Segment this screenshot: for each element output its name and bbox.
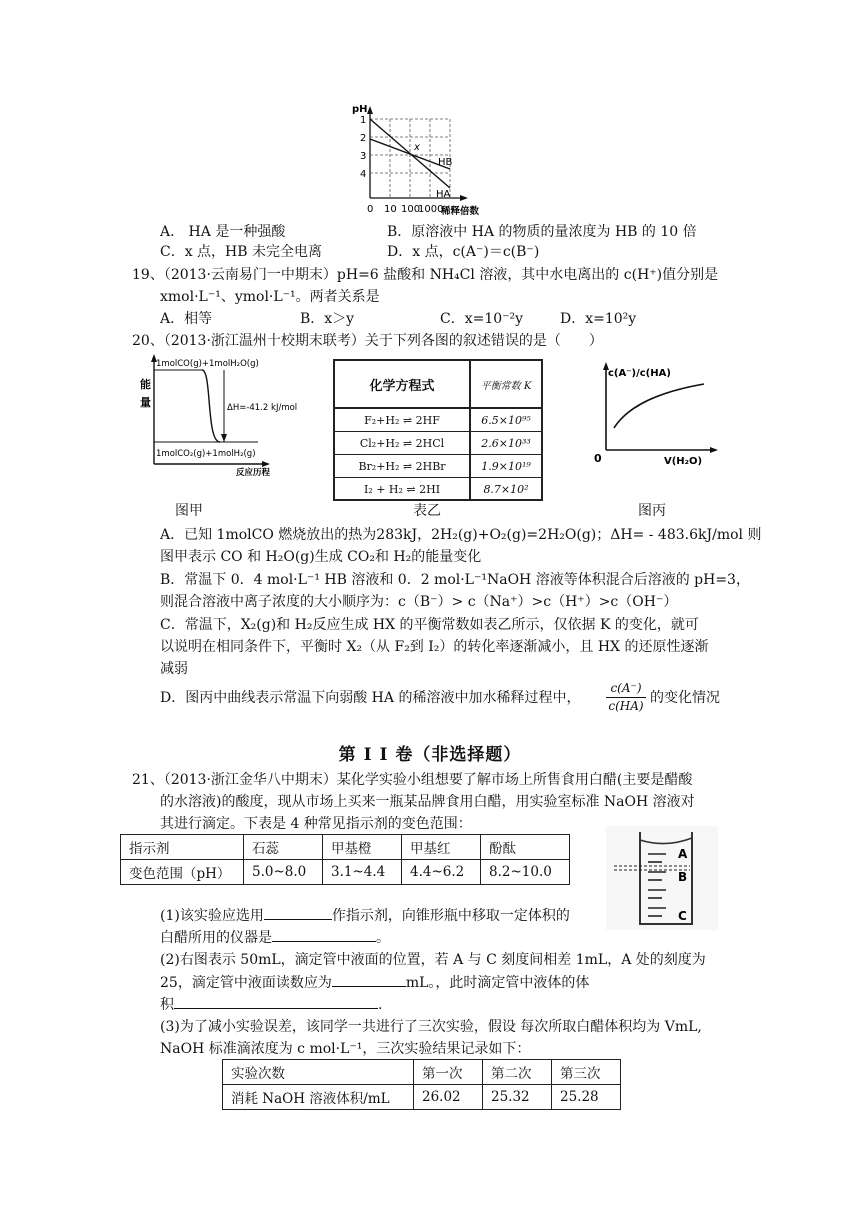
q21-p2-text-b: 25，滴定管中液面读数应为 [160, 975, 332, 991]
q21-stem-3: 其进行滴定。下表是 4 种常见指示剂的变色范围： [160, 816, 472, 832]
q21-p1-text-c: 白醋所用的仪器是 [160, 930, 272, 946]
jia-bottom-level: 1molCO₂(g)+1molH₂(g) [156, 449, 256, 459]
ph-xtick-10: 10 [384, 204, 397, 215]
indicator-header-4: 酚酞 [481, 835, 570, 860]
figure-jia-energy [140, 354, 300, 476]
ph-x-label: 稀释倍数 [441, 206, 480, 217]
jia-y-label-1: 能 [140, 378, 151, 391]
q21-p3-line1: (3)为了减小实验误差，该同学一共进行了三次实验，假设 每次所取白醋体积均为 VmL, [160, 1019, 702, 1035]
experiment-table [222, 1059, 621, 1110]
table-yi-header-equation: 化学方程式 [335, 361, 471, 407]
answer-blank-volume[interactable] [174, 994, 378, 1009]
q20-option-c-1: C．常温下，X₂(g)和 H₂反应生成 HX 的平衡常数如表乙所示，仅依据 K 的变化，就可 [160, 617, 699, 633]
figure-bing-ratio [592, 362, 720, 466]
jia-x-label: 反应历程 [236, 468, 271, 478]
q21-p1-text-b: 作指示剂，向锥形瓶中移取一定体积的 [331, 908, 570, 924]
q21-stem-2: 的水溶液)的酸度，现从市场上买来一瓶某品牌食用白醋，用实验室标准 NaOH 溶液对 [160, 794, 695, 810]
q21-p2-text-c: mL。，此时滴定管中液体的体 [405, 975, 590, 991]
q18-option-c: C．x 点，HB 未完全电离 [160, 244, 323, 260]
table-yi-row2-k: 2.6×10³³ [481, 436, 531, 450]
q20-stem: 20、（2013·浙江温州十校期末联考）关于下列各图的叙述错误的是（ ） [132, 333, 603, 349]
q21-p2-text-e: . [378, 997, 383, 1013]
ph-ytick-3: 3 [360, 151, 367, 162]
burette-figure [606, 826, 718, 930]
exp-cell-1: 26.02 [414, 1085, 483, 1110]
exp-header-0: 实验次数 [223, 1060, 414, 1085]
ph-ytick-4: 4 [360, 169, 367, 180]
table-yi-row1-k: 6.5×10⁹⁵ [481, 413, 531, 427]
indicator-header-2: 甲基橙 [323, 835, 402, 860]
q20-option-b-1: B．常温下 0．4 mol·L⁻¹ HB 溶液和 0．2 mol·L⁻¹NaOH 溶液等体积混合后溶液的 pH=3， [160, 572, 750, 588]
ph-y-label: pH [352, 104, 368, 115]
indicator-cell-4: 8.2~10.0 [481, 860, 570, 885]
exp-cell-2: 25.32 [483, 1085, 552, 1110]
burette-label-c: C [678, 909, 687, 923]
bing-x-label: V(H₂O) [664, 456, 703, 467]
burette-label-a: A [678, 847, 688, 861]
indicator-cell-0: 变色范围（pH） [121, 860, 244, 885]
indicator-cell-2: 3.1~4.4 [323, 860, 402, 885]
q21-p2-line3 [160, 994, 382, 1015]
q21-p2-text-d: 积 [160, 997, 174, 1013]
fraction-denominator: c(HA) [608, 699, 644, 713]
bing-curve [614, 384, 704, 428]
table-yi-row2-eq: Cl₂+H₂ ⇌ 2HCl [335, 432, 471, 454]
answer-blank-indicator[interactable] [264, 905, 332, 920]
table-yi-row1-eq: F₂+H₂ ⇌ 2HF [335, 409, 471, 431]
ph-ytick-1: 1 [360, 115, 367, 126]
caption-bing: 图丙 [638, 503, 666, 519]
q21-p3-line2: NaOH 标准滴浓度为 c mol·L⁻¹，三次实验结果记录如下： [160, 1041, 531, 1057]
q21-p1-line1 [160, 905, 570, 926]
exp-header-1: 第一次 [414, 1060, 483, 1085]
ph-ytick-2: 2 [360, 133, 367, 144]
indicator-header-1: 石蕊 [244, 835, 323, 860]
jia-y-label-2: 量 [140, 396, 151, 409]
indicator-cell-3: 4.4~6.2 [402, 860, 481, 885]
q20-option-d-1: D．图丙中曲线表示常温下向弱酸 HA 的稀溶液中加水稀释过程中， [160, 690, 581, 706]
q20-option-c-2: 以说明在相同条件下，平衡时 X₂（从 F₂到 I₂）的转化率逐渐减小，且 HX 的还原性逐渐 [160, 639, 709, 655]
point-x-label: x [414, 142, 420, 153]
answer-blank-reading[interactable] [332, 972, 406, 987]
q20-option-d-2: 的变化情况 [650, 690, 720, 706]
burette-label-b: B [678, 870, 688, 884]
caption-yi: 表乙 [413, 503, 441, 519]
answer-blank-instrument[interactable] [272, 927, 376, 942]
q19-option-b: B．x＞y [300, 311, 355, 327]
table-yi [333, 359, 543, 501]
q19-option-c: C．x=10⁻²y [440, 311, 524, 327]
jia-delta-h: ΔH=-41.2 kJ/mol [227, 403, 298, 413]
q21-p1-text-a: (1)该实验应选用 [160, 908, 264, 924]
q19-stem-2: xmol·L⁻¹、ymol·L⁻¹。两者关系是 [160, 289, 380, 305]
q20-option-a-1: A．已知 1molCO 燃烧放出的热为283kJ，2H₂(g)+O₂(g)=2H₂O(g)；ΔH= - 483.6kJ/mol 则 [160, 527, 762, 543]
q18-option-a: A． HA 是一种强酸 [160, 224, 286, 240]
section-title: 第 I I 卷（非选择题） [338, 745, 522, 765]
q18-option-d: D．x 点，c(A⁻)＝c(B⁻) [387, 244, 540, 260]
exp-header-3: 第三次 [552, 1060, 621, 1085]
ha-label: HA [436, 189, 451, 200]
q19-option-a: A．相等 [160, 311, 213, 327]
table-yi-row3-k: 1.9×10¹⁹ [481, 459, 531, 473]
exp-cell-3: 25.28 [552, 1085, 621, 1110]
q21-p2-line2 [160, 972, 589, 993]
q18-option-b: B．原溶液中 HA 的物质的量浓度为 HB 的 10 倍 [387, 224, 697, 240]
hb-label: HB [438, 157, 453, 168]
q21-p1-text-d: 。 [376, 930, 390, 946]
q21-p1-line2 [160, 927, 390, 948]
caption-jia: 图甲 [175, 503, 203, 519]
indicator-cell-1: 5.0~8.0 [244, 860, 323, 885]
q20-option-b-2: 则混合溶液中离子浓度的大小顺序为：c（B⁻）> c（Na⁺）>c（H⁺）>c（OH⁻） [160, 594, 678, 610]
table-yi-row3-eq: Br₂+H₂ ⇌ 2HBr [335, 455, 471, 477]
ph-dilution-figure [348, 102, 480, 220]
q21-p2-line1: (2)右图表示 50mL，滴定管中液面的位置，若 A 与 C 刻度间相差 1mL，A 处的刻度为 [160, 952, 706, 968]
indicator-table [120, 834, 570, 885]
fraction-numerator: c(A⁻) [606, 680, 646, 698]
q20-option-a-2: 图甲表示 CO 和 H₂O(g)生成 CO₂和 H₂的能量变化 [160, 549, 482, 565]
ph-xtick-100: 100 [401, 204, 421, 215]
bing-origin: 0 [594, 452, 602, 465]
jia-top-level: 1molCO(g)+1molH₂O(g) [156, 359, 259, 369]
indicator-header-0: 指示剂 [121, 835, 244, 860]
q19-option-d: D．x=10²y [560, 311, 637, 327]
exp-cell-0: 消耗 NaOH 溶液体积/mL [223, 1085, 414, 1110]
q21-stem-1: 21、（2013·浙江金华八中期末）某化学实验小组想要了解市场上所售食用白醋(主要是醋酸 [132, 772, 693, 788]
indicator-header-3: 甲基红 [402, 835, 481, 860]
q20-option-c-3: 减弱 [160, 661, 188, 677]
q20-d-fraction [606, 680, 646, 715]
bing-y-label: c(A⁻)/c(HA) [608, 368, 671, 379]
table-yi-row4-k: 8.7×10² [483, 482, 529, 496]
ph-xtick-1000: 1000 [418, 204, 444, 215]
table-yi-header-k: 平衡常数 K [480, 380, 532, 392]
exp-header-2: 第二次 [483, 1060, 552, 1085]
q19-stem-1: 19、（2013·云南易门一中期末）pH=6 盐酸和 NH₄Cl 溶液，其中水电离出的 c(H⁺)值分别是 [132, 267, 719, 283]
ph-xtick-0: 0 [367, 204, 374, 215]
table-yi-row4-eq: I₂ + H₂ ⇌ 2HI [335, 478, 471, 500]
